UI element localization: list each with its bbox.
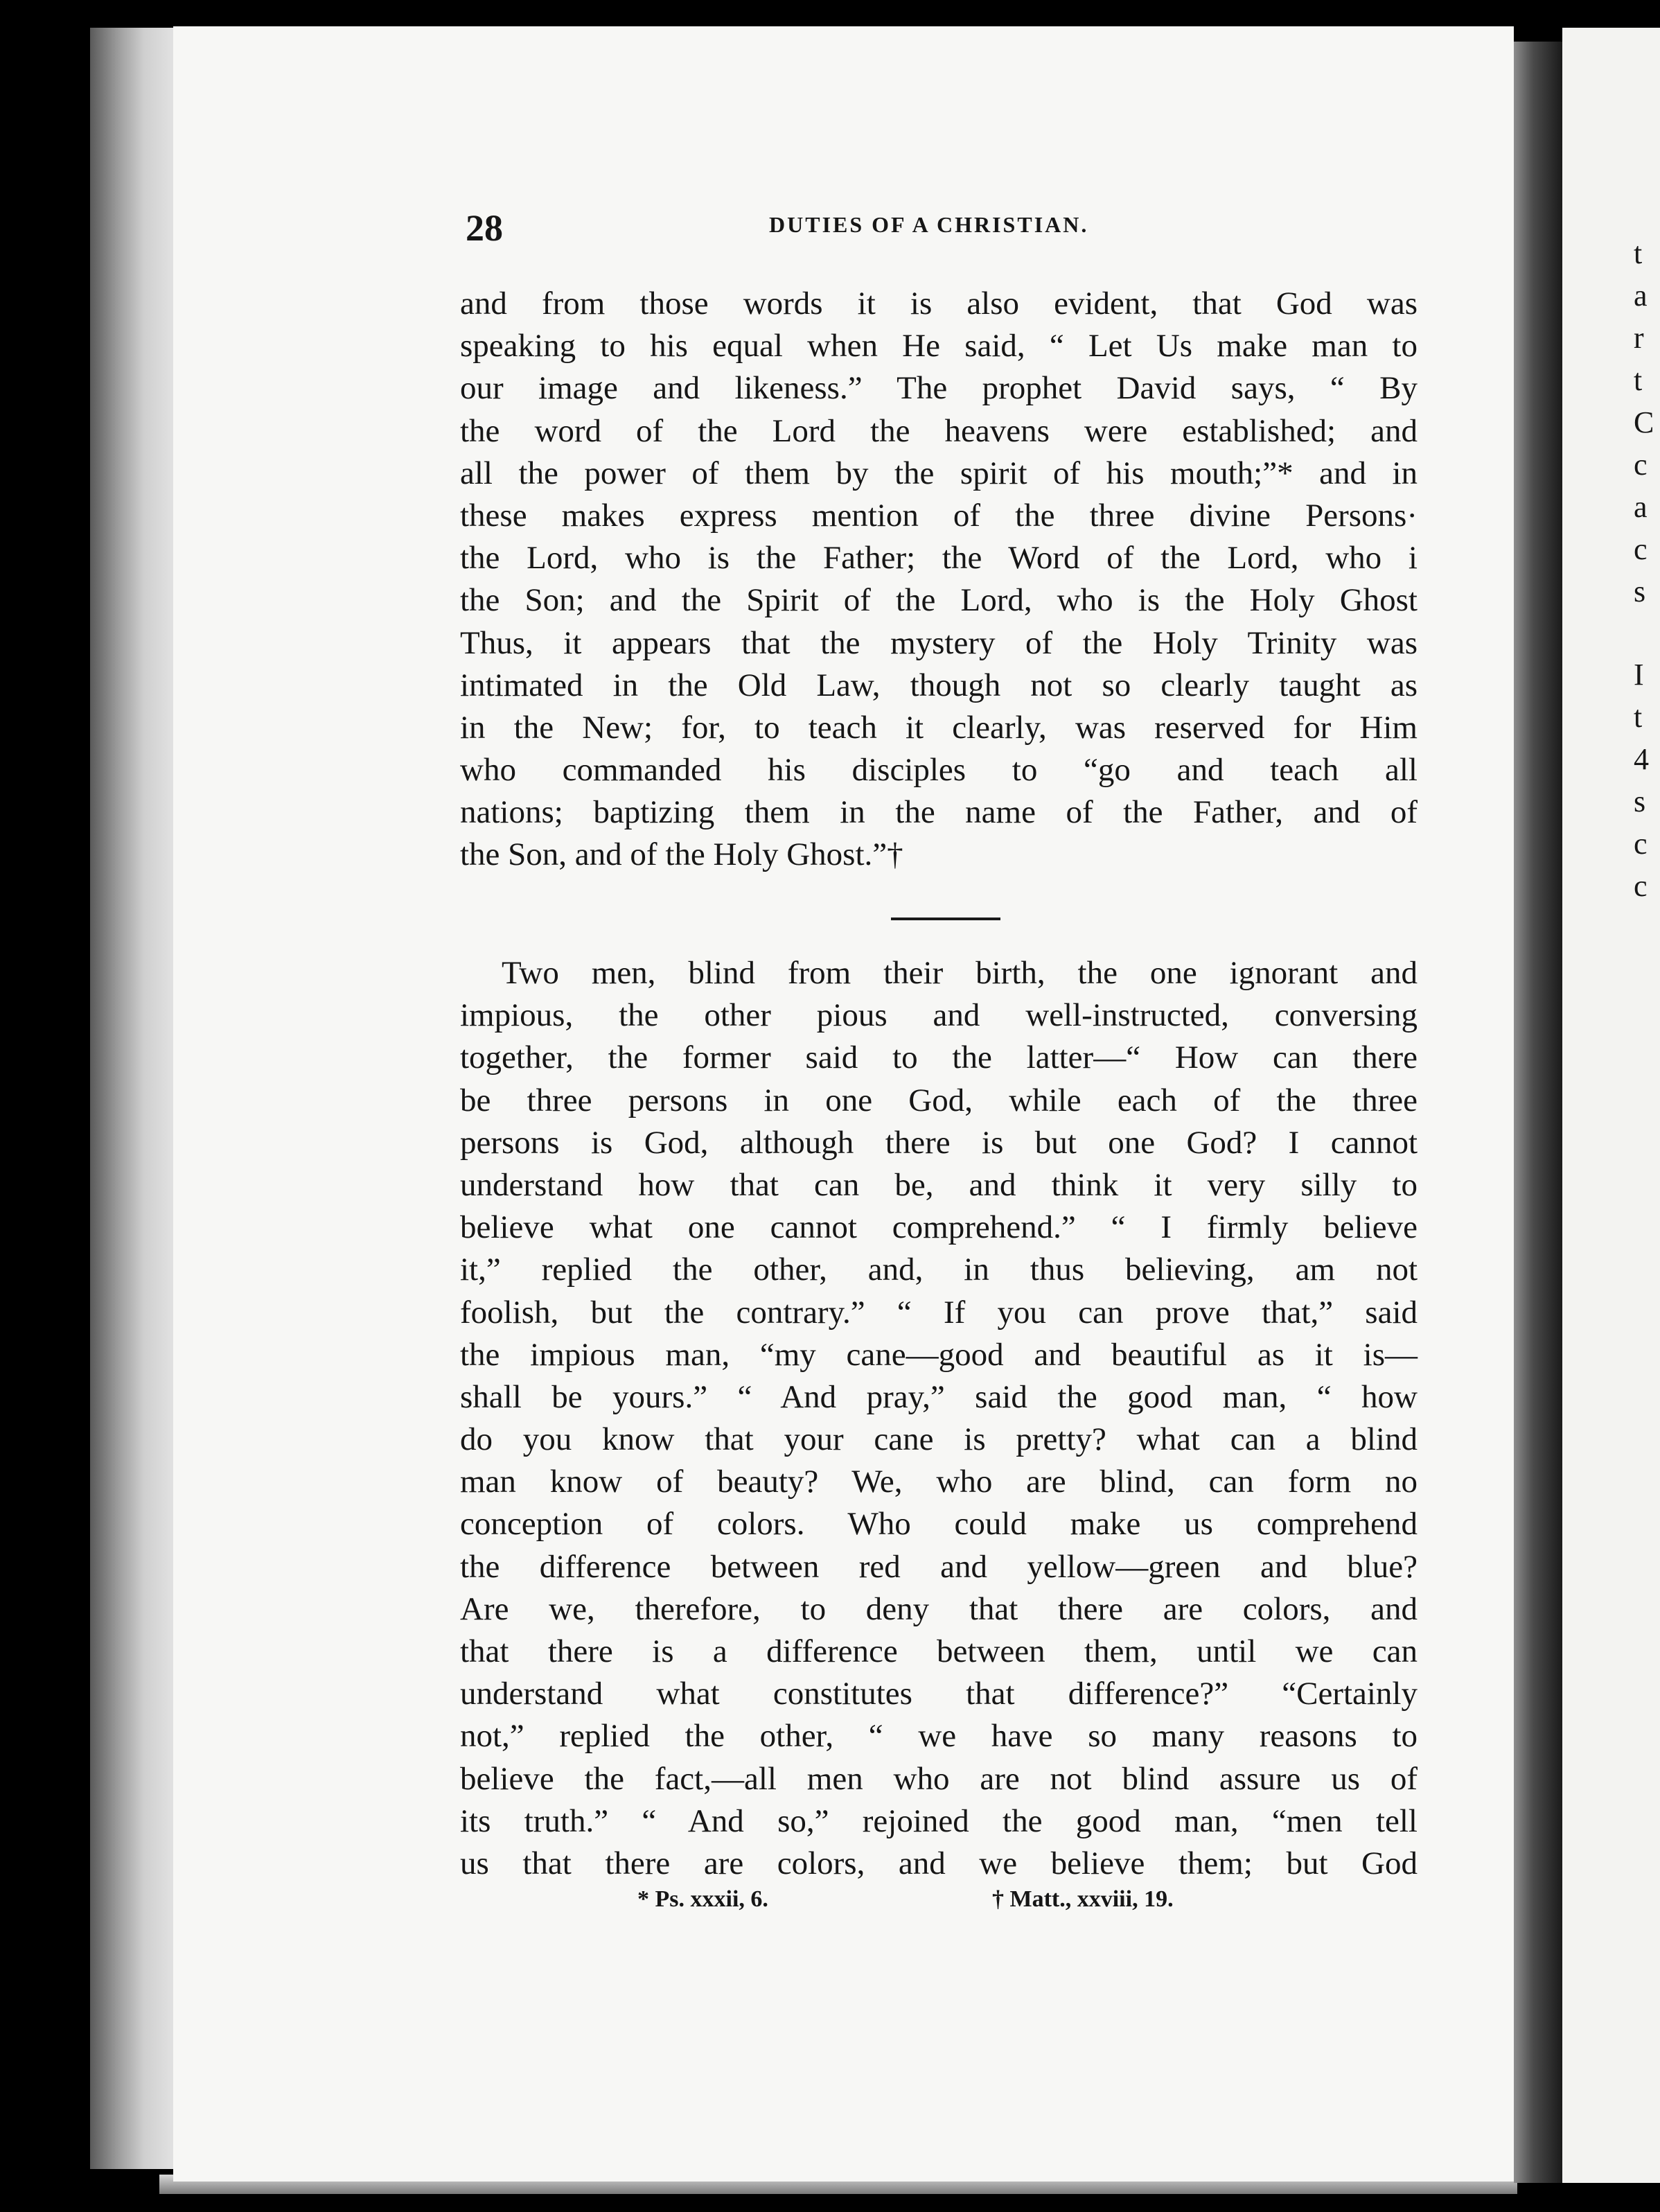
- text-line: us that there are colors, and we believe them; but God: [460, 1845, 1418, 1881]
- text-line: be three persons in one God, while each of the three: [460, 1082, 1418, 1118]
- text-line: not,” replied the other, “ we have so many reasons to: [460, 1718, 1418, 1755]
- text-line: these makes express mention of the three divine Persons·: [460, 497, 1418, 534]
- text-line: conception of colors. Who could make us comprehend: [460, 1506, 1418, 1543]
- adjacent-page-text-fragments: [1634, 232, 1660, 907]
- footnote-psalm: * Ps. xxxii, 6.: [637, 1886, 768, 1912]
- running-head: DUTIES OF A CHRISTIAN.: [769, 212, 1089, 237]
- fragment-letter: r: [1634, 321, 1644, 355]
- fragment-letter: c: [1634, 448, 1648, 482]
- book-gutter: [1514, 42, 1562, 2183]
- text-line: all the power of them by the spirit of his mouth;”* and in: [460, 455, 1418, 491]
- text-line: foolish, but the contrary.” “ If you can prove that,” said: [460, 1294, 1418, 1331]
- text-line: the word of the Lord the heavens were established; and: [460, 412, 1418, 449]
- fragment-letter: c: [1634, 532, 1648, 566]
- text-line: persons is God, although there is but one God? I cannot: [460, 1124, 1418, 1161]
- text-line: and from those words it is also evident, that God was: [460, 286, 1418, 322]
- text-line: the impious man, “my cane—good and beautiful as it is—: [460, 1336, 1418, 1373]
- fragment-letter: C: [1634, 405, 1654, 439]
- text-line: intimated in the Old Law, though not so clearly taught as: [460, 667, 1418, 703]
- text-line: understand what constitutes that difference?” “Certainly: [460, 1676, 1418, 1712]
- text-line: man know of beauty? We, who are blind, can form no: [460, 1464, 1418, 1500]
- fragment-letter: t: [1634, 363, 1643, 397]
- text-line: impious, the other pious and well-instructed, conversing: [460, 997, 1418, 1034]
- fragment-letter: a: [1634, 490, 1648, 524]
- fragment-letter: t: [1634, 700, 1643, 734]
- text-line: its truth.” “ And so,” rejoined the good man, “men tell: [460, 1802, 1418, 1839]
- fragment-letter: s: [1634, 784, 1646, 818]
- text-line: that there is a difference between them, until we can: [460, 1633, 1418, 1669]
- text-line: understand how that can be, and think it very silly to: [460, 1166, 1418, 1203]
- text-line: do you know that your cane is pretty? what can a blind: [460, 1421, 1418, 1458]
- text-line: shall be yours.” “ And pray,” said the good man, “ how: [460, 1378, 1418, 1415]
- text-line: speaking to his equal when He said, “ Let Us make man to: [460, 328, 1418, 365]
- text-line: the difference between red and yellow—green and blue?: [460, 1548, 1418, 1585]
- paragraph-trinity-scripture: [460, 283, 1418, 877]
- text-line: Are we, therefore, to deny that there are colors, and: [460, 1590, 1418, 1627]
- fragment-letter: c: [1634, 869, 1648, 903]
- fragment-letter: I: [1634, 658, 1644, 692]
- text-line: Thus, it appears that the mystery of the Holy Trinity was: [460, 624, 1418, 661]
- fragment-letter: a: [1634, 279, 1648, 313]
- text-line: together, the former said to the latter—“ How can there: [460, 1039, 1418, 1076]
- footnote-matthew: † Matt., xxviii, 19.: [992, 1886, 1174, 1912]
- fragment-letter: s: [1634, 574, 1646, 608]
- text-line: in the New; for, to teach it clearly, was reserved for Him: [460, 709, 1418, 746]
- text-line: the Son, and of the Holy Ghost.”†: [460, 836, 903, 873]
- fragment-letter: t: [1634, 236, 1643, 270]
- section-divider: [891, 918, 1000, 920]
- text-line: believe what one cannot comprehend.” “ I firmly believe: [460, 1209, 1418, 1246]
- fragment-letter: c: [1634, 827, 1648, 861]
- text-line: it,” replied the other, and, in thus believing, am not: [460, 1252, 1418, 1288]
- page-number: 28: [466, 207, 503, 249]
- text-line: who commanded his disciples to “go and teach all: [460, 752, 1418, 789]
- text-line: the Son; and the Spirit of the Lord, who is the Holy Ghost: [460, 582, 1418, 619]
- text-line: nations; baptizing them in the name of the Father, and of: [460, 794, 1418, 831]
- text-line: the Lord, who is the Father; the Word of the Lord, who i: [460, 540, 1418, 577]
- text-line: Two men, blind from their birth, the one ignorant and: [502, 955, 1418, 991]
- book-left-edge: [90, 28, 180, 2169]
- fragment-letter: 4: [1634, 742, 1649, 776]
- text-line: our image and likeness.” The prophet David says, “ By: [460, 370, 1418, 407]
- text-line: believe the fact,—all men who are not blind assure us of: [460, 1760, 1418, 1797]
- paragraph-two-blind-men: [460, 952, 1418, 1885]
